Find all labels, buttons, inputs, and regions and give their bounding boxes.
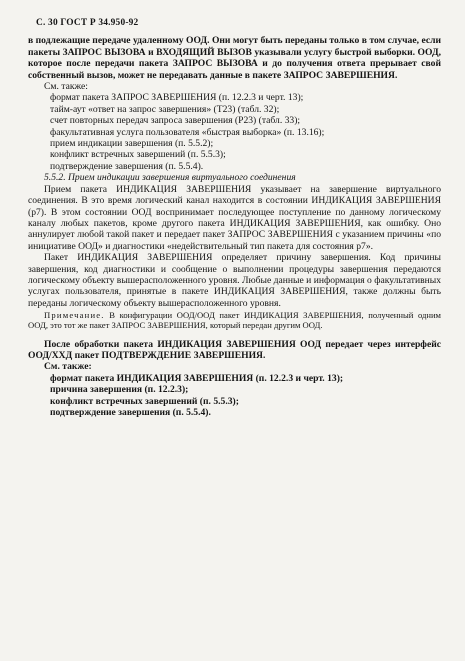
paragraph-continuation: в подлежащие передаче удаленному ООД. Они могут быть переданы только в том случае, если пакеты ЗАПРОС ВЫЗОВА и ВХОДЯЩИЙ ВЫЗОВ указывали услугу быстрой выборки. ООД, которое после передачи пакета ЗАПРОС ВЫЗОВА и до получения ответа прерывает свой собственный вызов, может не передавать данные в пакете ЗАПРОС ЗАВЕРШЕНИЯ. — [28, 35, 441, 81]
see-also-1-item: конфликт встречных завершений (п. 5.5.3); — [50, 149, 226, 161]
see-also-1-item: факультативная услуга пользователя «быстрая выборка» (п. 13.16); — [50, 126, 325, 138]
see-also-1-item: тайм-аут «ответ на запрос завершения» (Т23) (табл. 32); — [50, 103, 280, 115]
see-also-2-item: конфликт встречных завершений (п. 5.5.3); — [50, 395, 239, 407]
see-also-1-item: подтверждение завершения (п. 5.5.4). — [50, 160, 204, 172]
paragraph-clear-cause: Пакет ИНДИКАЦИЯ ЗАВЕРШЕНИЯ определяет причину завершения. Код причины завершения, код диагностики и сообщение о выполнении процедуры завершения передаются логическому объекту вышерасположенного уровня. Любые данные и информация о факультативных услугах пользователя, принятые в пакете ИНДИКАЦИЯ ЗАВЕРШЕНИЯ, также должны быть переданы логическому объекту вышерасположенного уровня. — [28, 252, 441, 309]
see-also-2-item: подтверждение завершения (п. 5.5.4). — [50, 407, 211, 418]
note-label: Примечание. — [44, 310, 105, 321]
see-also-1-item: прием индикации завершения (п. 5.5.2); — [50, 138, 214, 150]
see-also-2-item: причина завершения (п. 12.2.3); — [50, 384, 189, 396]
see-also-1-item: счет повторных передач запроса завершения (Р23) (табл. 33); — [50, 115, 301, 127]
paragraph-after-processing: После обработки пакета ИНДИКАЦИЯ ЗАВЕРШЕНИЯ ООД передает через интерфейс ООД/ХХД пакет ПОДТВЕРЖДЕНИЕ ЗАВЕРШЕНИЯ. — [28, 338, 441, 361]
see-also-1-item: формат пакета ЗАПРОС ЗАВЕРШЕНИЯ (п. 12.2.3 и черт. 13); — [50, 92, 304, 104]
note — [28, 310, 441, 330]
note-text: В конфигурации ООД/ООД пакет ИНДИКАЦИЯ ЗАВЕРШЕНИЯ, полученный одним ООД, это тот же пакет ЗАПРОС ЗАВЕРШЕНИЯ, который передан другим ООД. — [28, 310, 441, 331]
see-also-label-2: См. также: — [44, 361, 92, 373]
section-heading: 5.5.2. Прием индикации завершения виртуального соединения — [44, 172, 296, 184]
see-also-label-1: См. также: — [44, 81, 88, 93]
see-also-2-item: формат пакета ИНДИКАЦИЯ ЗАВЕРШЕНИЯ (п. 12.2.3 и черт. 13); — [50, 372, 344, 384]
paragraph-receive-indication: Прием пакета ИНДИКАЦИЯ ЗАВЕРШЕНИЯ указывает на завершение виртуального соединения. В это время логический канал находится в состоянии ИНДИКАЦИЯ ЗАВЕРШЕНИЯ (р7). В этом состоянии ООД воспринимает последующее поступление по данному логическому каналу любых пакетов, кроме другого пакета ИНДИКАЦИЯ ЗАВЕРШЕНИЯ, как ошибку. Оно аннулирует любой такой пакет и передает пакет ЗАПРОС ЗАВЕРШЕНИЯ с указанием причины «по инициативе ООД» и диагностики «недействительный тип пакета для состояния р7». — [28, 183, 441, 252]
page-header: С. 30 ГОСТ Р 34.950-92 — [36, 18, 139, 28]
spacer — [28, 331, 441, 339]
